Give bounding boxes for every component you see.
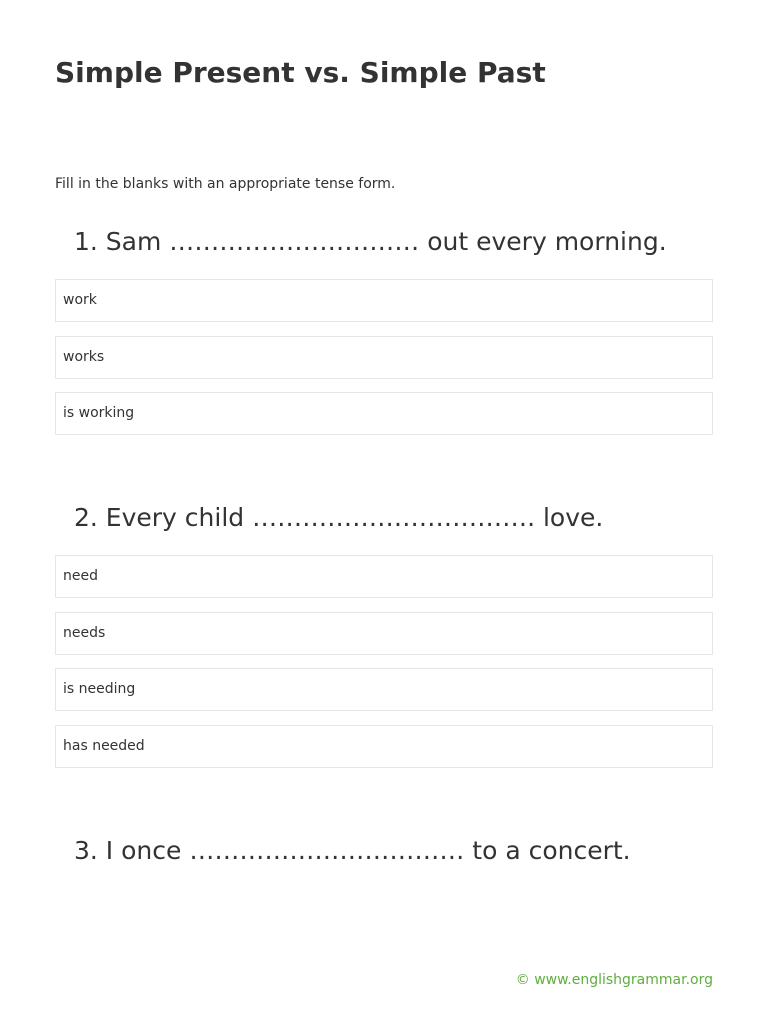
answer-option[interactable]: needs [55,612,713,655]
footer-copyright-link[interactable]: © www.englishgrammar.org [515,972,713,988]
answer-options [55,279,713,449]
answer-option[interactable]: works [55,336,713,379]
answer-option[interactable]: need [55,555,713,598]
question-2 [0,498,768,754]
answer-option[interactable]: has needed [55,725,713,768]
page-title: Simple Present vs. Simple Past [55,56,546,89]
answer-option[interactable]: is needing [55,668,713,711]
question-1 [0,222,768,421]
question-3 [0,831,768,871]
question-text: 1. Sam ………………………… out every morning. [74,227,667,256]
answer-options [55,555,713,781]
answer-option[interactable]: work [55,279,713,322]
question-text: 3. I once …………………………… to a concert. [74,836,631,865]
instructions: Fill in the blanks with an appropriate tense form. [55,176,396,192]
answer-option[interactable]: is working [55,392,713,435]
question-text: 2. Every child ……………………………. love. [74,503,604,532]
